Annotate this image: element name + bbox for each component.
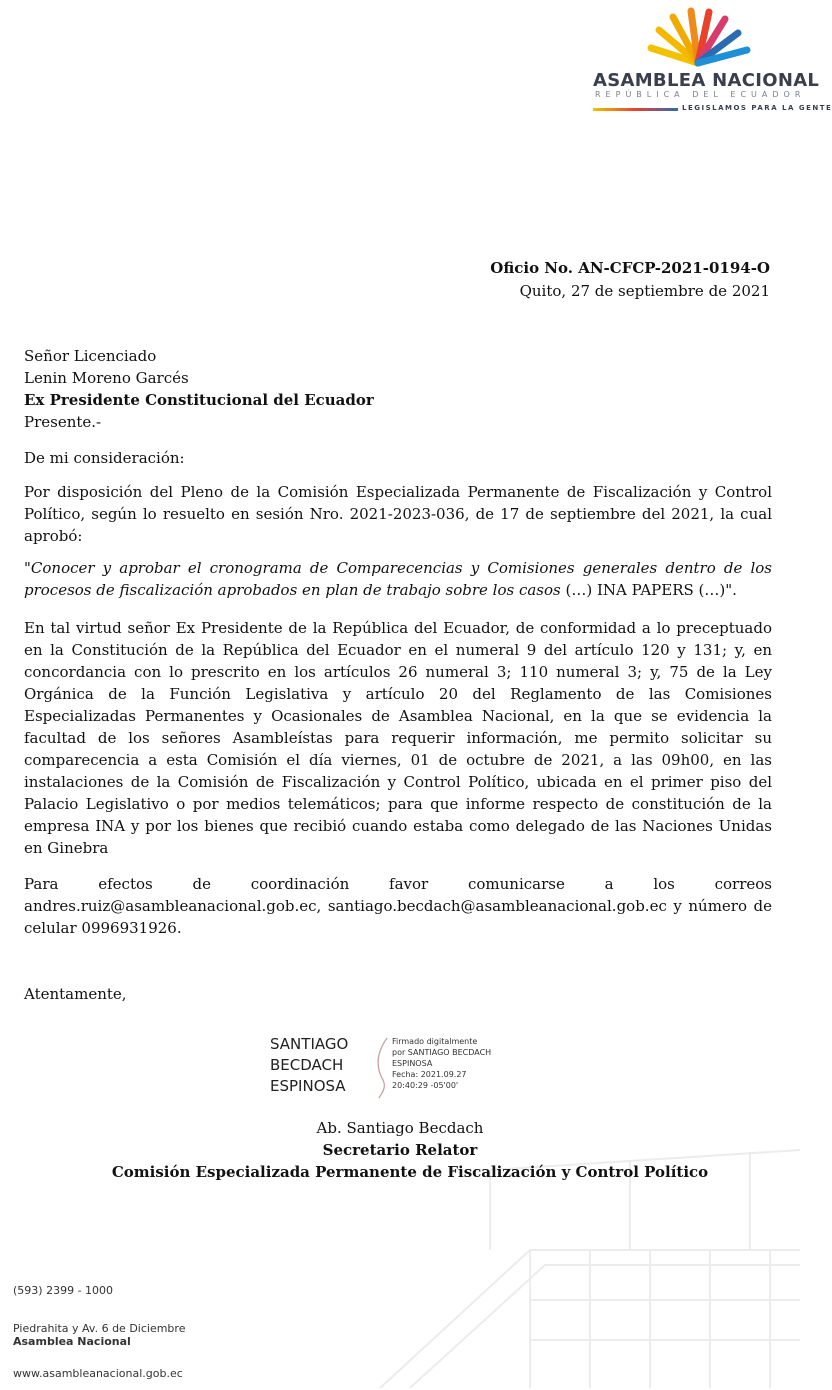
footer-phone: (593) 2399 - 1000 bbox=[13, 1284, 114, 1297]
sig-detail-3: ESPINOSA bbox=[392, 1059, 433, 1068]
logo-tagline: LEGISLAMOS PARA LA GENTE bbox=[682, 104, 832, 112]
oficio-number: Oficio No. AN-CFCP-2021-0194-O bbox=[490, 259, 770, 277]
sig-detail-5: 20:40:29 -05'00' bbox=[392, 1081, 459, 1090]
sig-detail-2: por SANTIAGO BECDACH bbox=[392, 1048, 492, 1057]
sig-detail-1: Firmado digitalmente bbox=[392, 1037, 478, 1046]
sig-name-line1: SANTIAGO bbox=[270, 1035, 349, 1053]
recipient-title: Señor Licenciado bbox=[24, 347, 157, 365]
footer-website: www.asambleanacional.gob.ec bbox=[13, 1367, 183, 1380]
sig-detail-4: Fecha: 2021.09.27 bbox=[392, 1070, 467, 1079]
salutation: De mi consideración: bbox=[24, 449, 185, 467]
recipient-presente: Presente.- bbox=[24, 413, 102, 431]
quote-italic: "Conocer y aprobar el cronograma de Comparecencias y Comisiones generales dentro de los procesos de fiscalización aprobados en plan de trabajo sobre los casos bbox=[24, 559, 772, 599]
sunburst-logo-icon bbox=[643, 8, 753, 68]
signature-stroke-icon bbox=[373, 1036, 391, 1100]
footer-address: Piedrahita y Av. 6 de Diciembre bbox=[13, 1322, 186, 1335]
sig-name-line2: BECDACH bbox=[270, 1056, 344, 1074]
logo-name: ASAMBLEA NACIONAL bbox=[593, 70, 820, 91]
quote-paragraph bbox=[24, 557, 772, 601]
recipient-block bbox=[24, 345, 374, 433]
sig-name-line3: ESPINOSA bbox=[270, 1077, 346, 1095]
asamblea-logo bbox=[585, 8, 832, 118]
footer-org: Asamblea Nacional bbox=[13, 1335, 131, 1348]
paragraph-3: Para efectos de coordinación favor comunicarse a los correos andres.ruiz@asambleanacional.gob.ec, santiago.becdach@asambleanacional.gob.ec y número de celular 0996931926. bbox=[24, 875, 772, 937]
recipient-position: Ex Presidente Constitucional del Ecuador bbox=[24, 391, 374, 409]
signature-name-block bbox=[270, 1034, 370, 1097]
signer-name: Ab. Santiago Becdach bbox=[316, 1119, 484, 1137]
logo-country: REPÚBLICA DEL ECUADOR bbox=[595, 90, 806, 99]
closing: Atentamente, bbox=[24, 985, 127, 1003]
signer-org: Comisión Especializada Permanente de Fiscalización y Control Político bbox=[111, 1163, 709, 1181]
reference-block bbox=[490, 257, 770, 303]
place-date: Quito, 27 de septiembre de 2021 bbox=[519, 282, 770, 300]
digital-signature-details bbox=[392, 1036, 491, 1091]
signer-role: Secretario Relator bbox=[322, 1141, 478, 1159]
paragraph-1: Por disposición del Pleno de la Comisión Especializada Permanente de Fiscalización y Control Político, según lo resuelto en sesión Nro. 2021-2023-036, de 17 de septiembre del 2021, la cual aprobó: bbox=[24, 483, 772, 545]
paragraph-2: En tal virtud señor Ex Presidente de la República del Ecuador, de conformidad a lo preceptuado en la Constitución de la República del Ecuador en el numeral 9 del artículo 120 y 131; y, en concordancia con lo prescrito en los artículos 26 numeral 3; 110 numeral 3; y, 75 de la Ley Orgánica de la Función Legislativa y artículo 20 del Reglamento de las Comisiones Especializadas Permanentes y Ocasionales de Asamblea Nacional, en la que se evidencia la facultad de los señores Asambleístas para requerir información, me permito solicitar su comparecencia a esta Comisión el día viernes, 01 de octubre de 2021, a las 09h00, en las instalaciones de la Comisión de Fiscalización y Control Político, ubicada en el primer piso del Palacio Legislativo o por medios telemáticos; para que informe respecto de constitución de la empresa INA y por los bienes que recibió cuando estaba como delegado de las Naciones Unidas en Ginebra bbox=[24, 619, 772, 857]
quote-rest: (…) INA PAPERS (…)". bbox=[565, 581, 737, 599]
logo-color-bar bbox=[593, 108, 678, 111]
recipient-name: Lenin Moreno Garcés bbox=[24, 369, 189, 387]
